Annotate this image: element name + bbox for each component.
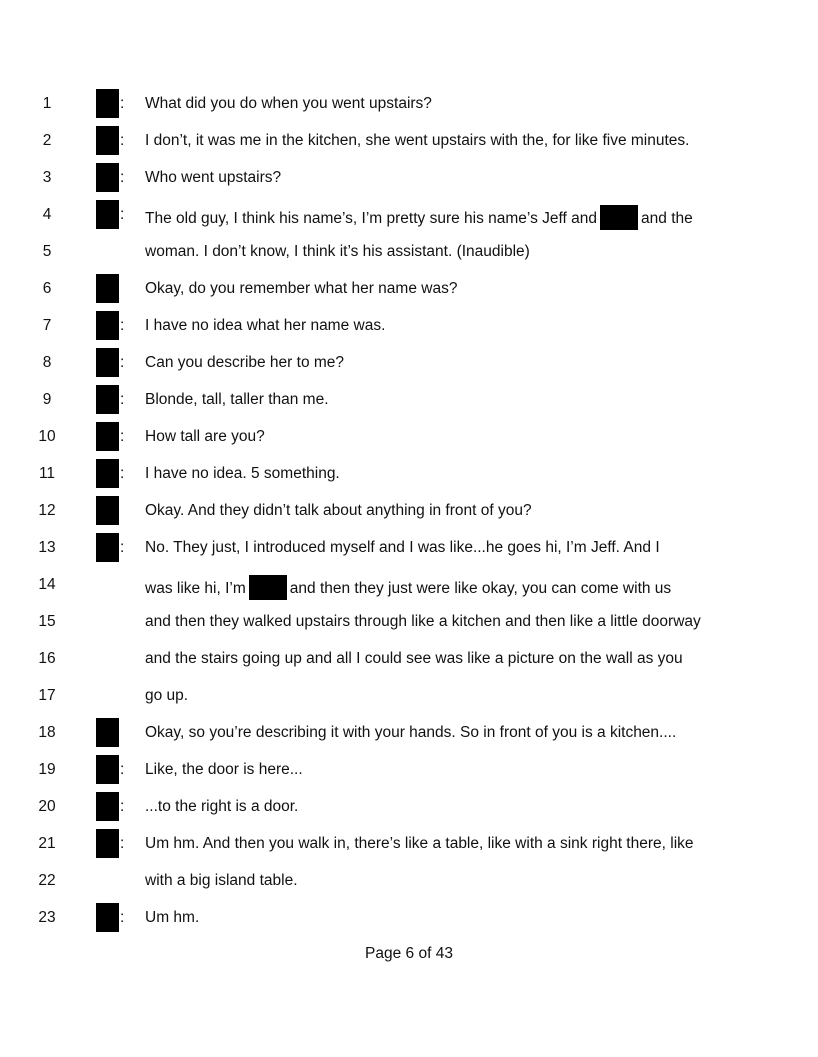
speaker-colon: : [120,317,125,334]
line-text [145,612,701,632]
transcript-line [0,271,818,308]
line-text-segment: Like, the door is here... [145,761,303,778]
line-number: 10 [38,428,56,445]
transcript-line [0,715,818,752]
transcript-line [0,197,818,234]
speaker-colon: : [120,539,125,556]
speaker-label [96,496,128,526]
line-text [145,316,385,336]
line-text-segment: and the stairs going up and all I could see was like a picture on the wall as you [145,650,683,667]
speaker-label [96,89,128,119]
line-number: 22 [38,872,56,889]
line-number: 11 [38,465,56,482]
speaker-label [96,459,128,489]
transcript-line [0,456,818,493]
line-number: 16 [38,650,56,667]
line-text-segment: was like hi, I’m [145,580,246,597]
speaker-colon: : [120,95,125,112]
page-footer: Page 6 of 43 [365,945,453,962]
line-text-segment: with a big island table. [145,872,298,889]
line-text [145,464,340,484]
line-number: 12 [38,502,56,519]
transcript-line [0,826,818,863]
line-number: 9 [42,391,52,408]
line-text [145,501,532,521]
speaker-colon: : [120,169,125,186]
transcript-line [0,345,818,382]
line-text [145,538,660,558]
speaker-colon: : [120,761,125,778]
line-number: 21 [38,835,56,852]
line-number: 6 [42,280,52,297]
speaker-label [96,718,128,748]
redaction-box [96,903,119,932]
line-text [145,205,693,230]
line-text [145,686,188,706]
line-number: 13 [38,539,56,556]
line-text-segment: Um hm. [145,909,200,926]
line-number: 3 [42,169,52,186]
line-text-segment: Can you describe her to me? [145,354,345,371]
line-text-segment: What did you do when you went upstairs? [145,95,432,112]
line-text [145,797,298,817]
line-text [145,649,683,669]
speaker-colon: : [120,798,125,815]
line-text [145,168,281,188]
line-number: 5 [42,243,52,260]
line-text [145,94,432,114]
line-text [145,279,457,299]
line-text-segment: and then they walked upstairs through like a kitchen and then like a little doorway [145,613,701,630]
redaction-box [96,459,119,488]
speaker-label [96,792,128,822]
redaction-box [96,89,119,118]
redaction-box [96,422,119,451]
line-text-segment: and the [641,210,693,227]
transcript-line [0,123,818,160]
speaker-label [96,126,128,156]
redaction-box [96,311,119,340]
line-number: 14 [38,576,56,593]
speaker-label [96,755,128,785]
speaker-colon: : [120,835,125,852]
speaker-colon: : [120,391,125,408]
speaker-label [96,274,128,304]
line-number: 2 [42,132,52,149]
speaker-label [96,385,128,415]
redaction-box [96,126,119,155]
line-text [145,908,199,928]
speaker-colon: : [120,465,125,482]
transcript-line [0,567,818,604]
line-text-segment: and then they just were like okay, you can come with us [289,580,672,597]
line-text-segment: No. They just, I introduced myself and I was like...he goes hi, I’m Jeff. And I [145,539,660,556]
line-text [145,353,344,373]
speaker-label [96,903,128,933]
redaction-box [96,163,119,192]
line-text [145,723,676,743]
redaction-box [96,718,119,747]
speaker-colon: : [120,132,125,149]
redaction-box [249,575,287,600]
line-text [145,871,298,891]
speaker-label [96,829,128,859]
line-number: 4 [42,206,52,223]
transcript-line [0,789,818,826]
line-text [145,131,689,151]
line-text [145,760,303,780]
transcript-line [0,308,818,345]
line-text-segment: How tall are you? [145,428,265,445]
transcript-line [0,493,818,530]
transcript-line [0,419,818,456]
speaker-label [96,200,128,230]
line-text-segment: Who went upstairs? [145,169,282,186]
line-text-segment: I don’t, it was me in the kitchen, she went upstairs with the, for like five minutes. [145,132,690,149]
redaction-box [96,200,119,229]
transcript-line [0,86,818,123]
line-number: 8 [42,354,52,371]
line-text [145,834,694,854]
line-text-segment: Okay. And they didn’t talk about anything in front of you? [145,502,532,519]
speaker-colon: : [120,909,125,926]
transcript-line [0,382,818,419]
transcript-line [0,641,818,678]
line-text-segment: go up. [145,687,189,704]
line-text-segment: Okay, do you remember what her name was? [145,280,458,297]
line-text-segment: Um hm. And then you walk in, there’s like a table, like with a sink right there, like [145,835,694,852]
line-text-segment: I have no idea what her name was. [145,317,386,334]
transcript-line [0,863,818,900]
redaction-box [96,533,119,562]
redaction-box [96,755,119,784]
line-text [145,575,671,600]
line-number: 18 [38,724,56,741]
line-number: 7 [42,317,52,334]
speaker-label [96,348,128,378]
line-text-segment: Blonde, tall, taller than me. [145,391,329,408]
redaction-box [96,385,119,414]
line-number: 15 [38,613,56,630]
redaction-box [96,274,119,303]
redaction-box [96,829,119,858]
transcript-line [0,752,818,789]
transcript-line [0,160,818,197]
speaker-colon: : [120,354,125,371]
speaker-label [96,163,128,193]
speaker-label [96,422,128,452]
line-number: 19 [38,761,56,778]
line-number: 20 [38,798,56,815]
line-text [145,242,530,262]
redaction-box [96,348,119,377]
line-text [145,390,329,410]
speaker-colon: : [120,428,125,445]
speaker-label [96,533,128,563]
transcript-line [0,900,818,937]
speaker-colon: : [120,206,125,223]
line-text [145,427,265,447]
line-number: 17 [38,687,56,704]
transcript-line [0,604,818,641]
transcript-line [0,530,818,567]
redaction-box [96,496,119,525]
transcript-line [0,234,818,271]
line-number: 23 [38,909,56,926]
line-text-segment: Okay, so you’re describing it with your hands. So in front of you is a kitchen.... [145,724,677,741]
redaction-box [600,205,638,230]
line-text-segment: I have no idea. 5 something. [145,465,340,482]
speaker-label [96,311,128,341]
line-number: 1 [42,95,52,112]
redaction-box [96,792,119,821]
line-text-segment: woman. I don’t know, I think it’s his assistant. (Inaudible) [145,243,530,260]
line-text-segment: The old guy, I think his name’s, I’m pretty sure his name’s Jeff and [145,210,598,227]
line-text-segment: ...to the right is a door. [145,798,299,815]
transcript-line [0,678,818,715]
